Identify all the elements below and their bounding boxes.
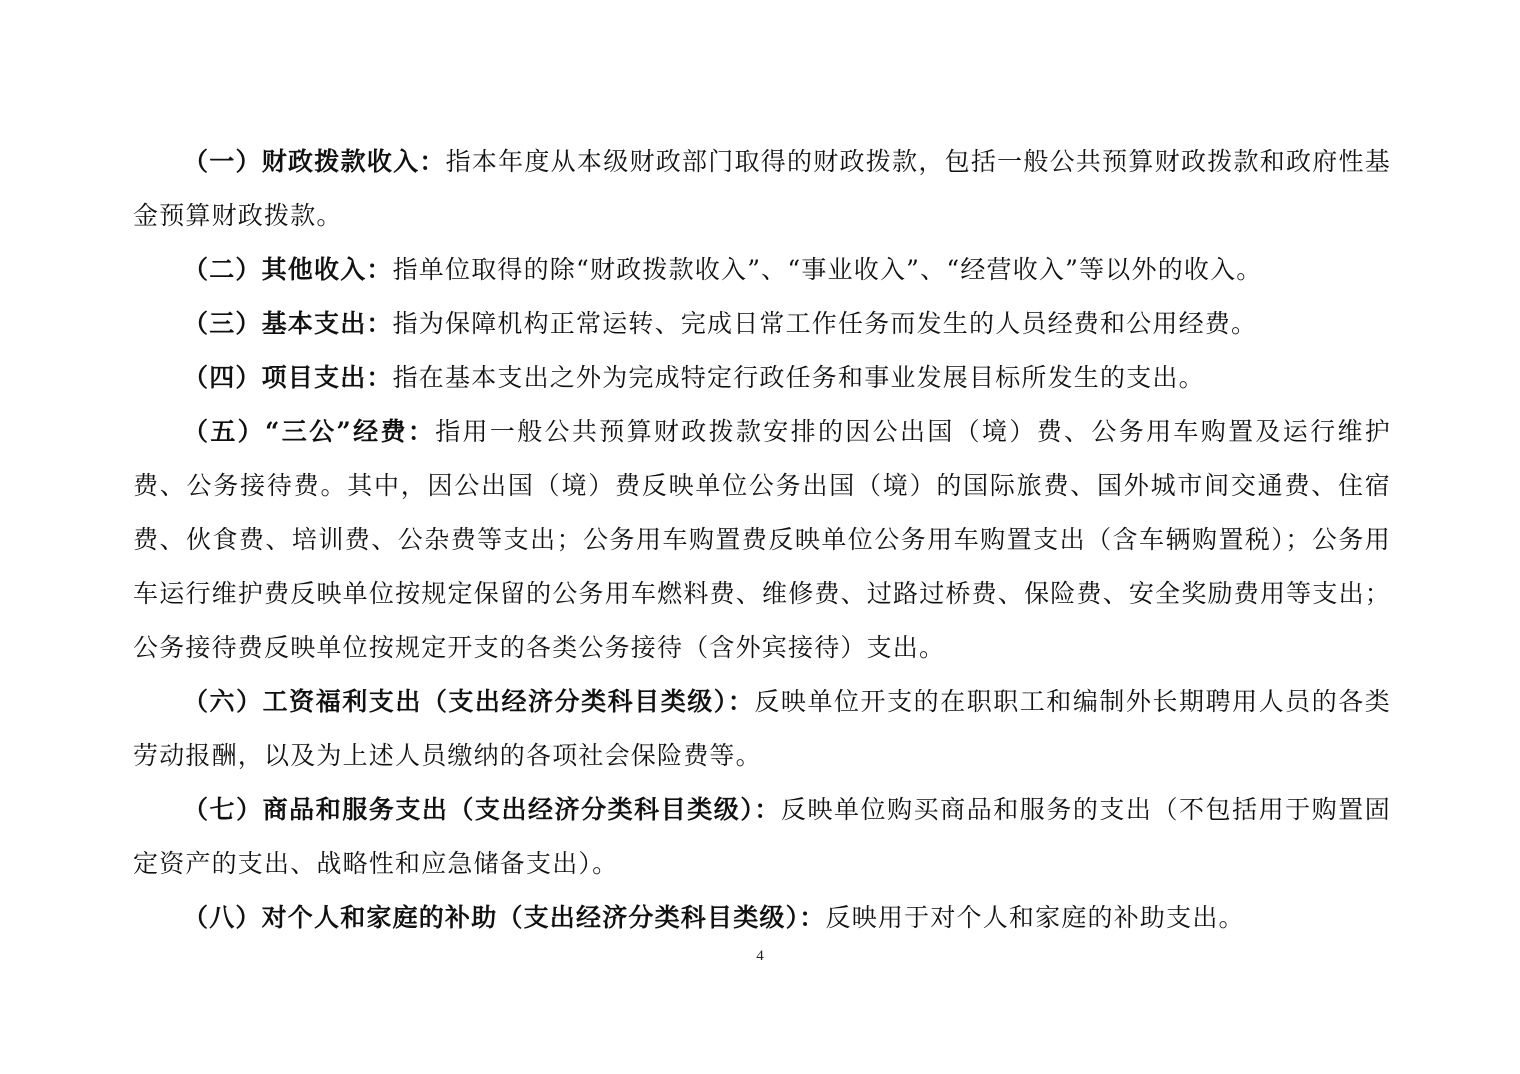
term-label: （四）项目支出：	[183, 363, 393, 392]
term-label: （八）对个人和家庭的补助（支出经济分类科目类级）：	[183, 903, 826, 932]
term-label: （六）工资福利支出（支出经济分类科目类级）：	[183, 687, 755, 716]
paragraph-three-public-expenses	[133, 405, 1391, 675]
term-definition: 指在基本支出之外为完成特定行政任务和事业发展目标所发生的支出。	[392, 363, 1205, 392]
paragraph-individual-household-subsidies	[133, 891, 1391, 945]
term-definition: 指单位取得的除“财政拨款收入”、“事业收入”、“经营收入”等以外的收入。	[392, 255, 1263, 284]
term-definition: 反映单位购买商品和服务的支出（不包括用于购置固定资产的支出、战略性和应急储备支出）。	[133, 795, 1391, 878]
term-definition: 反映单位开支的在职职工和编制外长期聘用人员的各类劳动报酬，以及为上述人员缴纳的各项社会保险费等。	[133, 687, 1391, 770]
paragraph-project-expenditure	[133, 351, 1391, 405]
term-label: （二）其他收入：	[183, 255, 393, 284]
term-label: （七）商品和服务支出（支出经济分类科目类级）：	[183, 795, 781, 824]
paragraph-basic-expenditure	[133, 297, 1391, 351]
term-definition: 指为保障机构正常运转、完成日常工作任务而发生的人员经费和公用经费。	[392, 309, 1258, 338]
paragraph-wages-welfare-expenditure	[133, 675, 1391, 783]
term-label: （三）基本支出：	[183, 309, 393, 338]
page-number: 4	[756, 948, 764, 964]
term-definition: 指用一般公共预算财政拨款安排的因公出国（境）费、公务用车购置及运行维护费、公务接待费。其中，因公出国（境）费反映单位公务出国（境）的国际旅费、国外城市间交通费、住宿费、伙食费、培训费、公杂费等支出；公务用车购置费反映单位公务用车购置支出（含车辆购置税）；公务用车运行维护费反映单位按规定保留的公务用车燃料费、维修费、过路过桥费、保险费、安全奖励费用等支出；公务接待费反映单位按规定开支的各类公务接待（含外宾接待）支出。	[133, 417, 1391, 662]
document-body	[133, 135, 1391, 945]
term-definition: 反映用于对个人和家庭的补助支出。	[825, 903, 1245, 932]
paragraph-goods-services-expenditure	[133, 783, 1391, 891]
term-label: （五）“三公”经费：	[183, 417, 436, 446]
term-label: （一）财政拨款收入：	[183, 147, 446, 176]
term-definition: 指本年度从本级财政部门取得的财政拨款，包括一般公共预算财政拨款和政府性基金预算财政拨款。	[133, 147, 1391, 230]
paragraph-other-income	[133, 243, 1391, 297]
paragraph-fiscal-appropriation-income	[133, 135, 1391, 243]
